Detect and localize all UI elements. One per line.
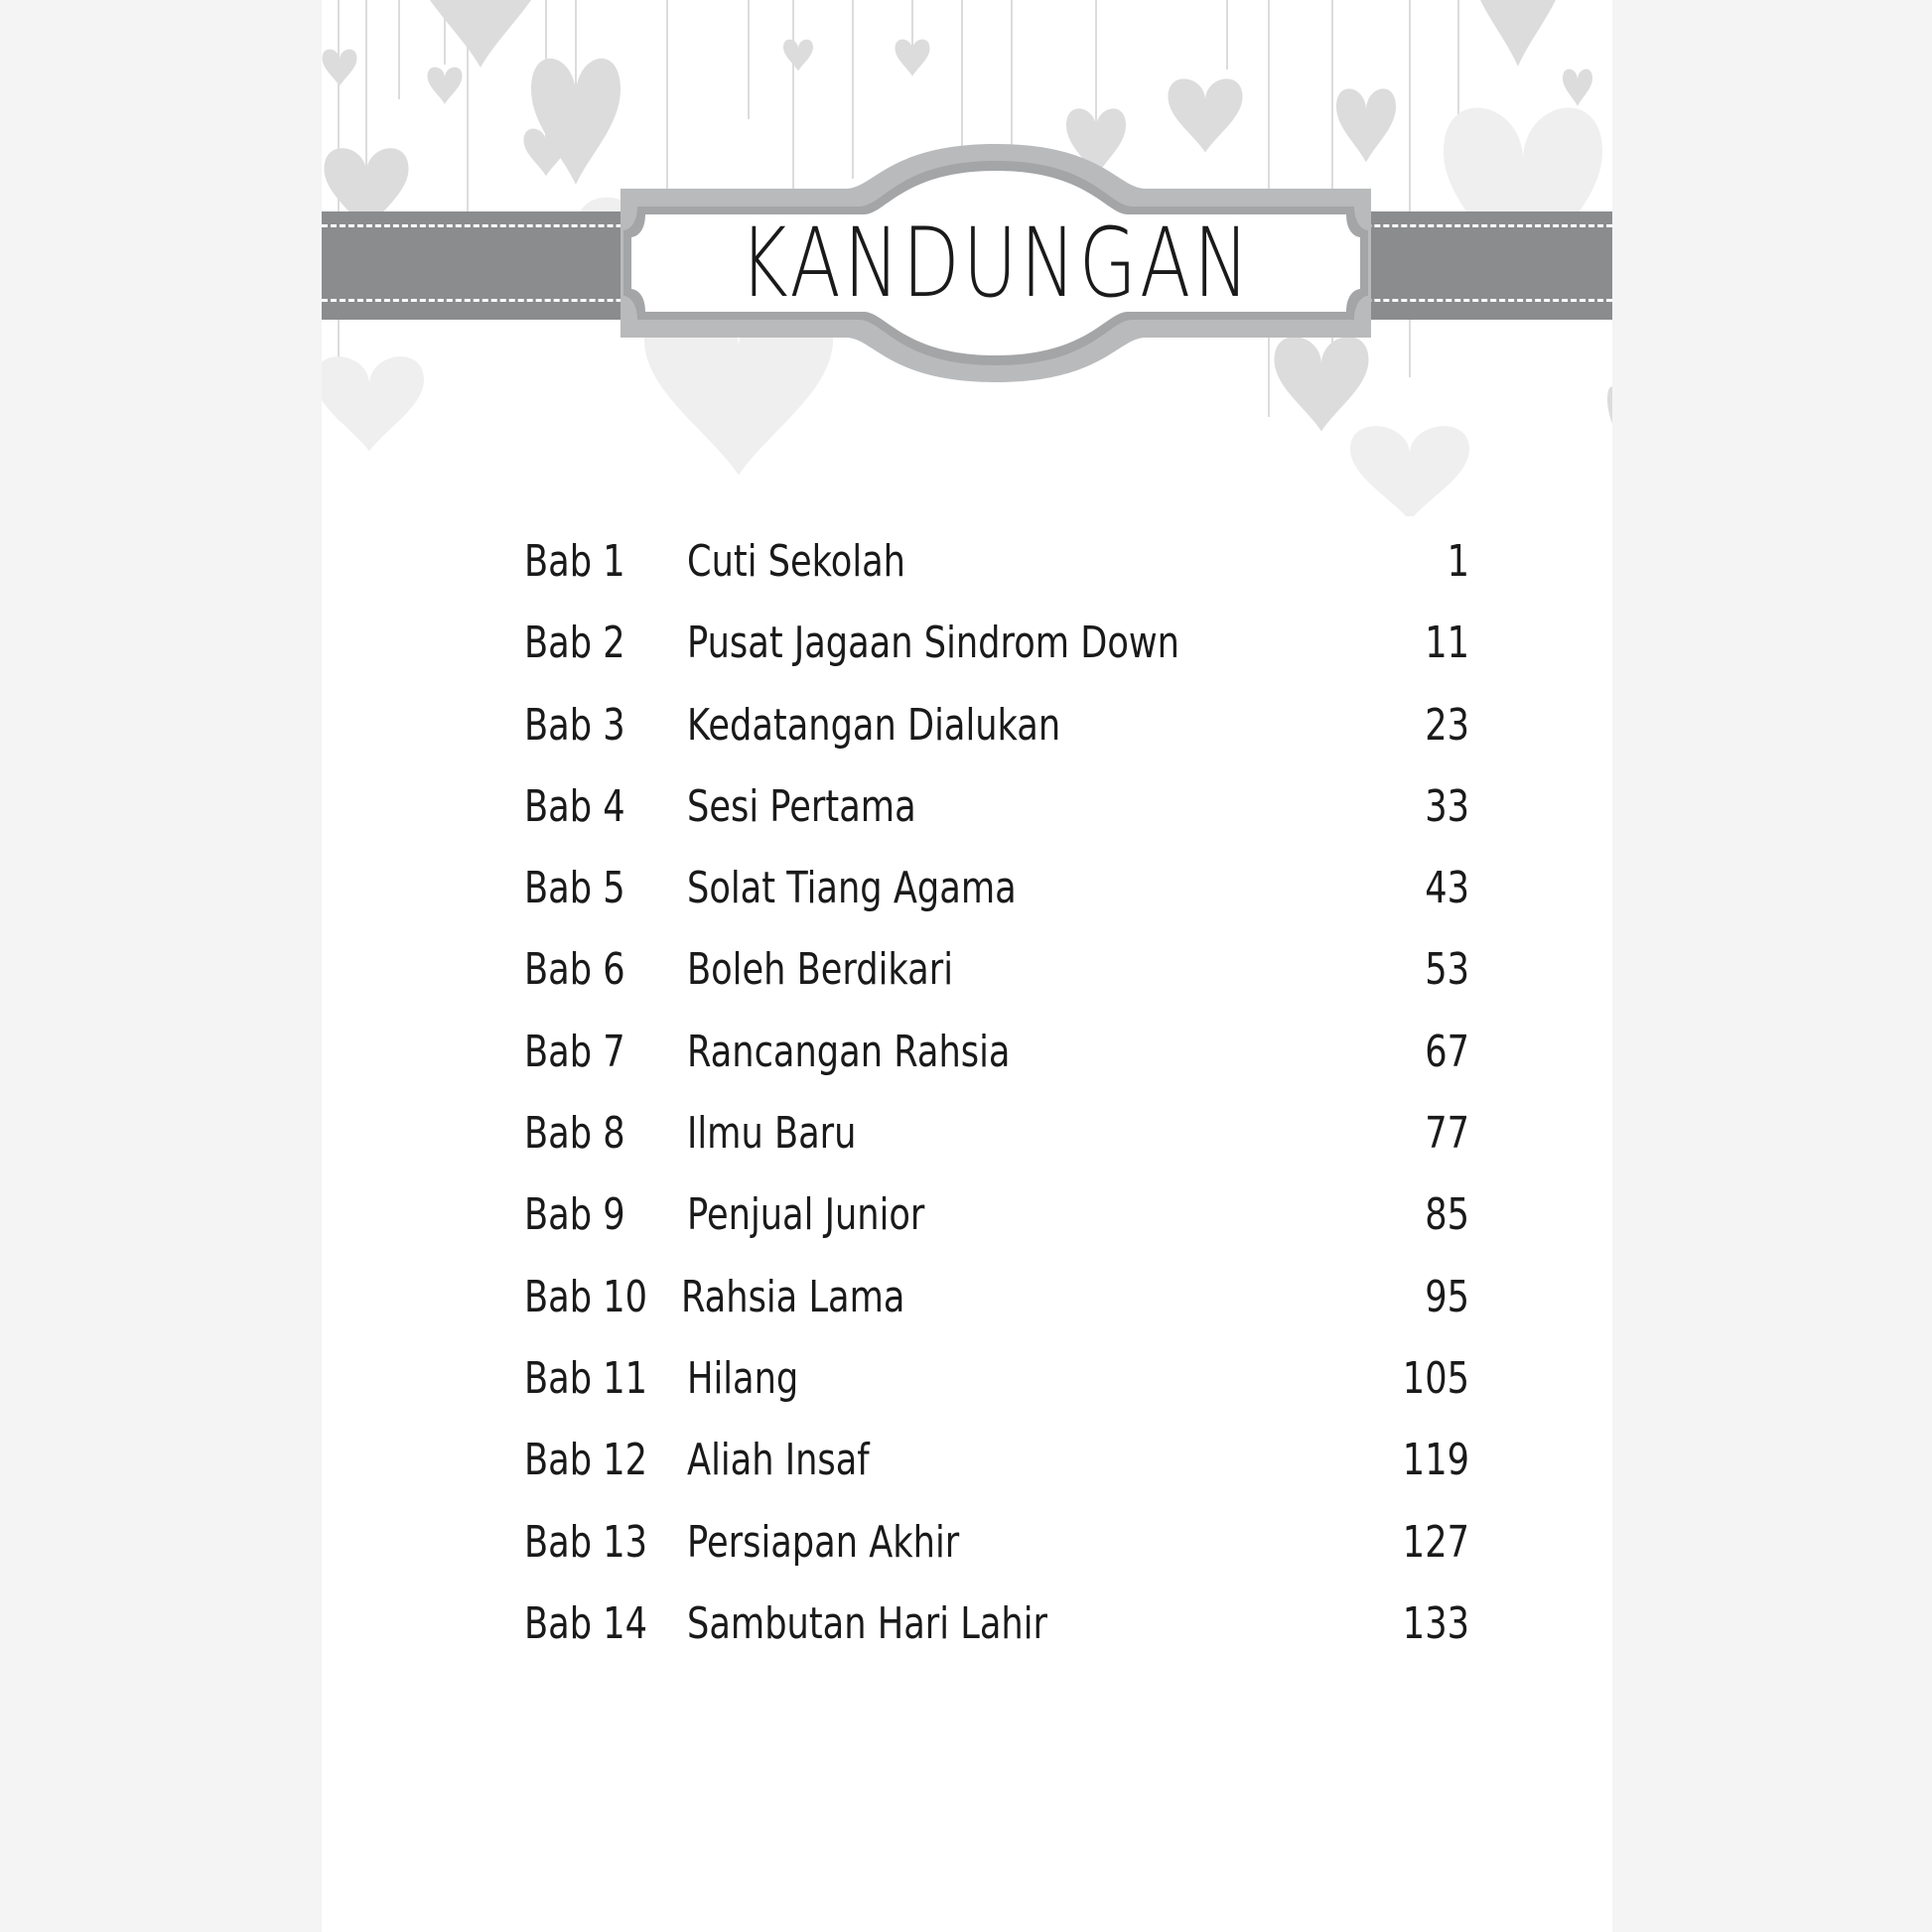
page-number: 43 [1425, 863, 1469, 914]
page-number: 133 [1402, 1597, 1469, 1649]
chapter-title: Penjual Junior [687, 1189, 925, 1241]
page-title: KANDUNGAN [739, 207, 1253, 319]
page-number: 85 [1425, 1189, 1469, 1241]
toc-row [524, 1431, 1469, 1512]
chapter-number: Bab 8 [524, 1108, 625, 1160]
chapter-number: Bab 1 [524, 536, 625, 587]
chapter-title: Boleh Berdikari [687, 944, 953, 996]
chapter-number: Bab 14 [524, 1597, 648, 1649]
page-number: 95 [1425, 1271, 1469, 1322]
page-number: 23 [1425, 699, 1469, 751]
chapter-title: Pusat Jagaan Sindrom Down [687, 618, 1179, 669]
chapter-number: Bab 12 [524, 1435, 648, 1486]
toc-row [524, 1268, 1469, 1349]
toc-row [524, 1594, 1469, 1676]
toc-row [524, 1185, 1469, 1267]
toc-row [524, 696, 1469, 777]
chapter-title: Hilang [687, 1352, 799, 1404]
chapter-number: Bab 7 [524, 1026, 625, 1077]
chapter-number: Bab 10 [524, 1271, 648, 1322]
chapter-title: Cuti Sekolah [687, 536, 905, 587]
chapter-number: Bab 5 [524, 863, 625, 914]
page-number: 105 [1402, 1352, 1469, 1404]
chapter-title: Kedatangan Dialukan [687, 699, 1061, 751]
page-number: 77 [1425, 1108, 1469, 1160]
toc-row [524, 614, 1469, 695]
chapter-title: Persiapan Akhir [687, 1516, 960, 1568]
chapter-title: Solat Tiang Agama [687, 863, 1017, 914]
page-number: 119 [1402, 1435, 1469, 1486]
page-number: 1 [1447, 536, 1469, 587]
toc-row [524, 1513, 1469, 1594]
page-number: 67 [1425, 1026, 1469, 1077]
page-number: 33 [1425, 780, 1469, 832]
toc-row [524, 777, 1469, 859]
chapter-title: Rahsia Lama [681, 1271, 905, 1322]
chapter-title: Ilmu Baru [687, 1108, 857, 1160]
chapter-title: Aliah Insaf [687, 1435, 870, 1486]
toc-row [524, 1349, 1469, 1431]
table-of-contents [524, 532, 1469, 1676]
toc-row [524, 940, 1469, 1022]
chapter-number: Bab 13 [524, 1516, 648, 1568]
chapter-number: Bab 3 [524, 699, 625, 751]
chapter-number: Bab 9 [524, 1189, 625, 1241]
chapter-title: Sesi Pertama [687, 780, 916, 832]
chapter-number: Bab 4 [524, 780, 625, 832]
chapter-number: Bab 11 [524, 1352, 648, 1404]
page-number: 127 [1402, 1516, 1469, 1568]
chapter-number: Bab 2 [524, 618, 625, 669]
page-number: 53 [1425, 944, 1469, 996]
toc-row [524, 1104, 1469, 1185]
book-page [322, 0, 1612, 1932]
toc-row [524, 532, 1469, 614]
toc-row [524, 1023, 1469, 1104]
chapter-title: Rancangan Rahsia [687, 1026, 1011, 1077]
toc-row [524, 859, 1469, 940]
chapter-number: Bab 6 [524, 944, 625, 996]
page-number: 11 [1425, 618, 1469, 669]
chapter-title: Sambutan Hari Lahir [687, 1597, 1047, 1649]
